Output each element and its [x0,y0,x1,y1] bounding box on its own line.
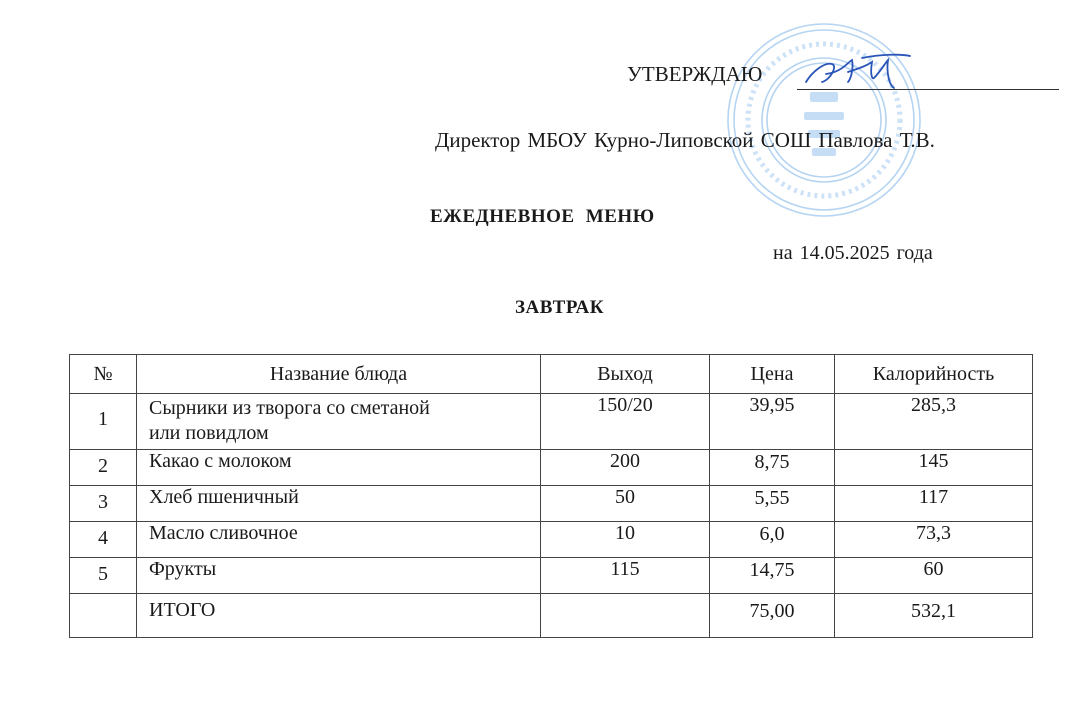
dish-name [137,394,541,450]
menu-date: на 14.05.2025 года [773,242,933,264]
director-line: Директор МБОУ Курно-Липовской СОШ Павлова Т.В. [435,128,935,152]
dish-output: 50 [541,486,710,522]
table-row [70,486,1033,522]
dish-calories: 285,3 [835,394,1033,450]
row-number: 1 [70,394,137,450]
dish-name: Фрукты [137,558,541,594]
total-row [70,594,1033,638]
row-number: 5 [70,558,137,594]
dish-price: 39,95 [710,394,835,450]
row-number: 2 [70,450,137,486]
dish-output: 150/20 [541,394,710,450]
header-calories: Калорийность [835,355,1033,394]
menu-title: ЕЖЕДНЕВНОЕ МЕНЮ [430,206,655,227]
table-row [70,450,1033,486]
header-number: № [70,355,137,394]
dish-name-line2: или повидлом [149,422,269,444]
menu-table [69,354,1033,638]
dish-calories: 60 [835,558,1033,594]
table-row [70,558,1033,594]
dish-output: 200 [541,450,710,486]
dish-name: Хлеб пшеничный [137,486,541,522]
dish-name-line1: Сырники из творога со сметаной [149,397,430,419]
header-price: Цена [710,355,835,394]
dish-price: 8,75 [710,450,835,486]
header-output: Выход [541,355,710,394]
director-signature [802,52,914,94]
row-number: 4 [70,522,137,558]
dish-calories: 73,3 [835,522,1033,558]
dish-price: 6,0 [710,522,835,558]
total-calories: 532,1 [835,594,1033,638]
table-row [70,522,1033,558]
dish-price: 5,55 [710,486,835,522]
total-number-empty [70,594,137,638]
dish-calories: 117 [835,486,1033,522]
meal-title: ЗАВТРАК [515,297,605,318]
header-dish-name: Название блюда [137,355,541,394]
dish-price: 14,75 [710,558,835,594]
dish-output: 115 [541,558,710,594]
dish-name: Масло сливочное [137,522,541,558]
dish-name: Какао с молоком [137,450,541,486]
dish-output: 10 [541,522,710,558]
school-stamp-seal [724,20,924,220]
total-output-empty [541,594,710,638]
total-label: ИТОГО [137,594,541,638]
dish-calories: 145 [835,450,1033,486]
table-row [70,394,1033,450]
total-price: 75,00 [710,594,835,638]
row-number: 3 [70,486,137,522]
approve-label: УТВЕРЖДАЮ [627,62,763,86]
table-header-row [70,355,1033,394]
signature-line [797,89,1059,90]
